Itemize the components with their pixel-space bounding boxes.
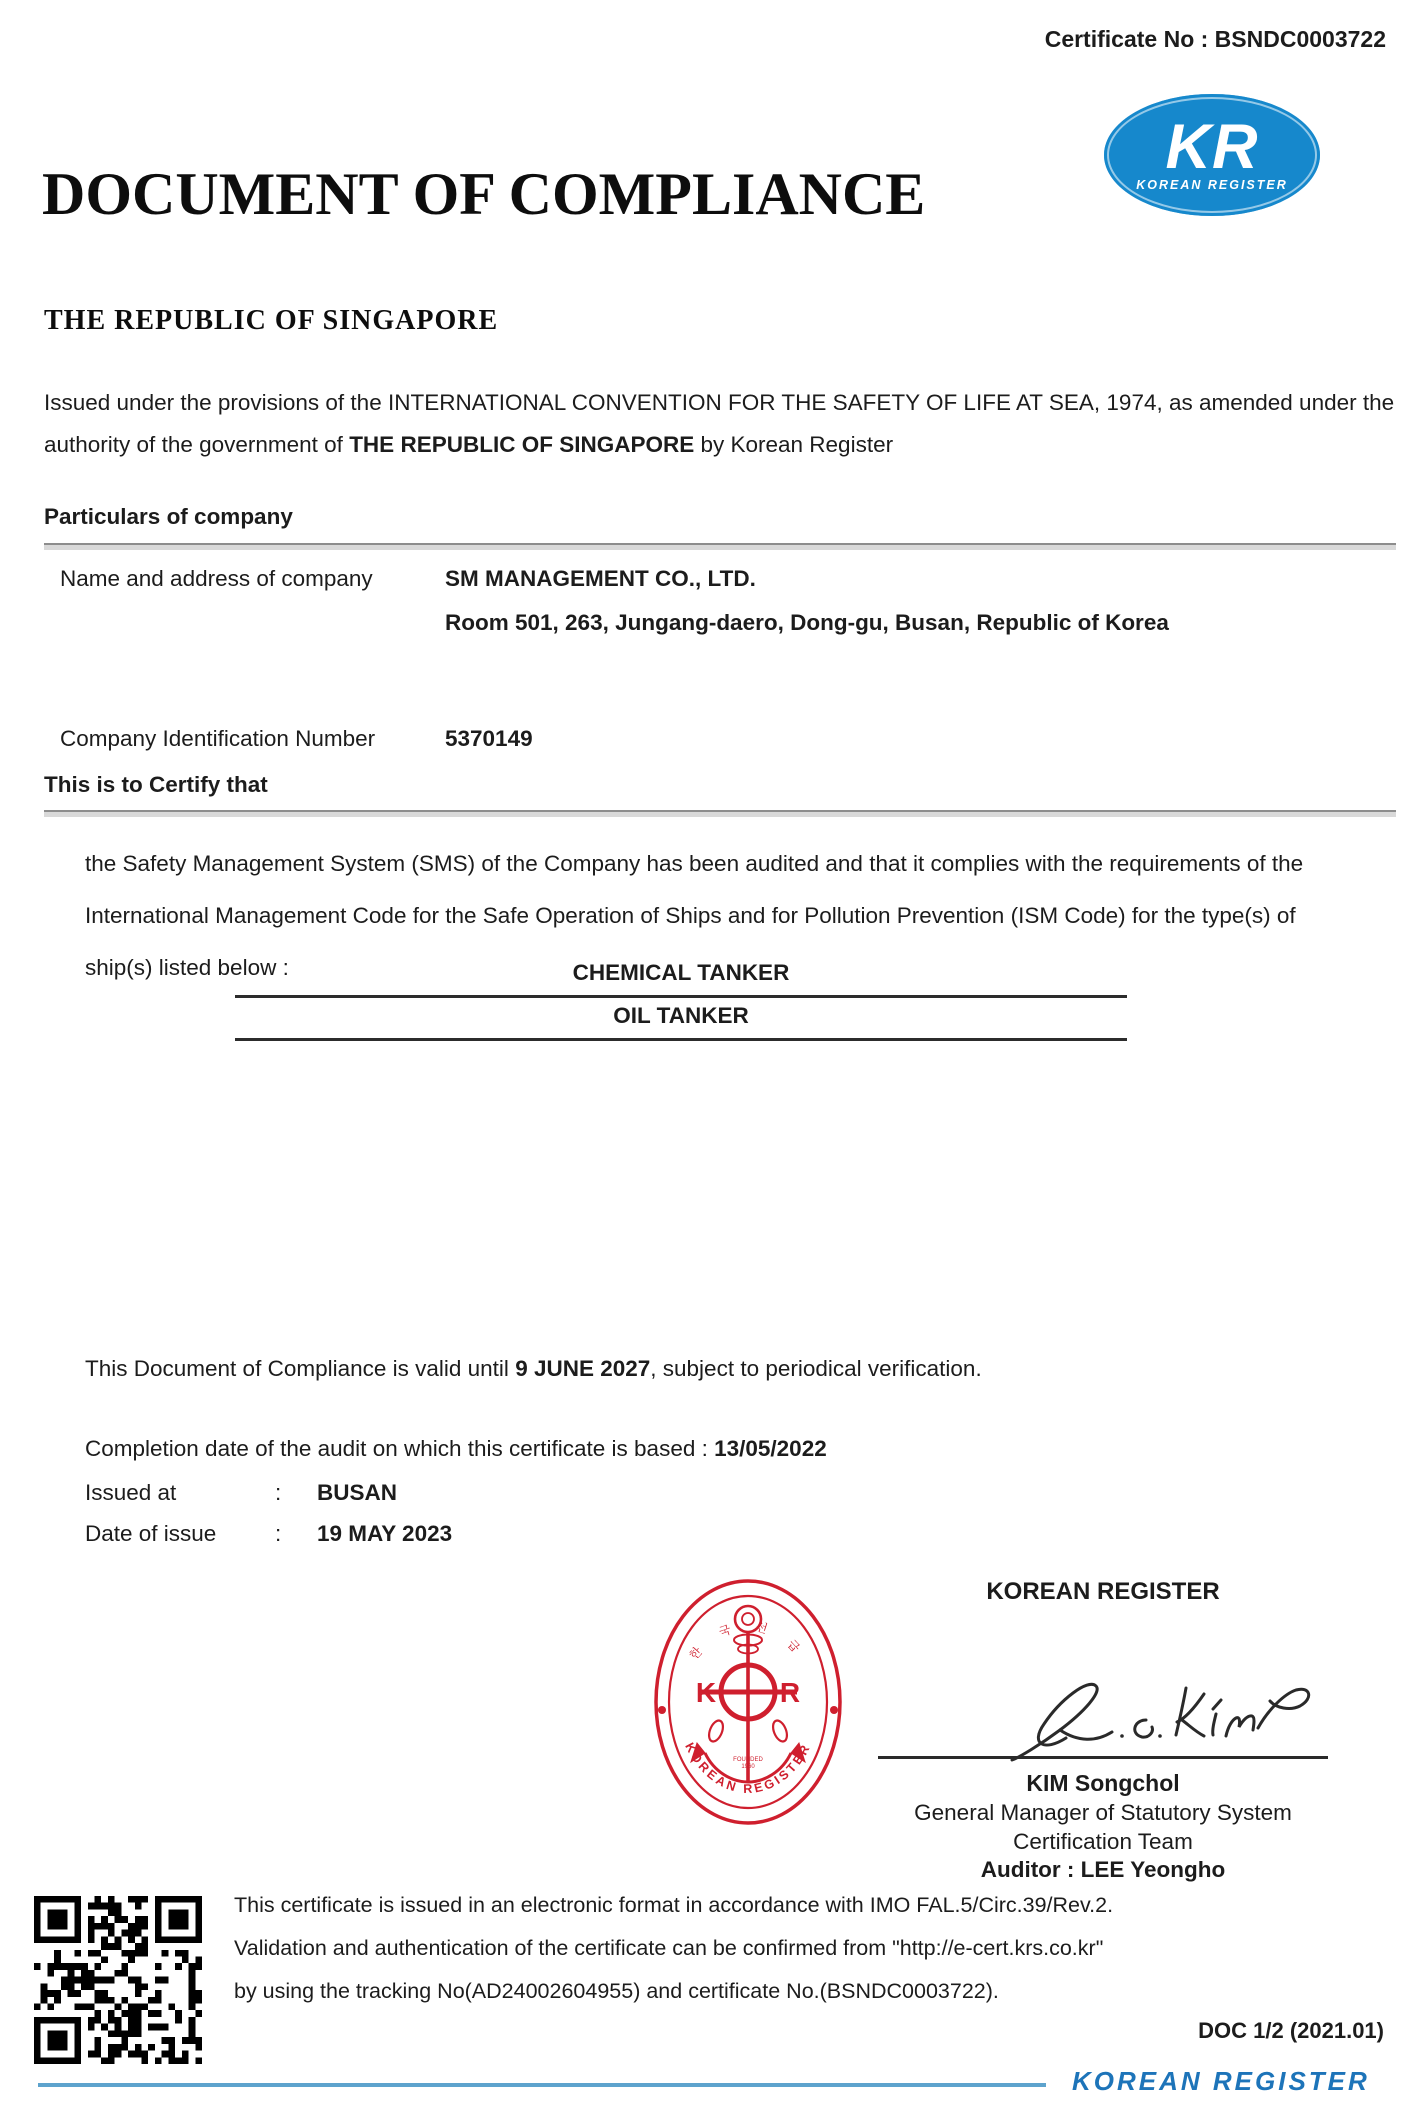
- company-id-value: 5370149: [445, 726, 533, 751]
- company-name-value: SM MANAGEMENT CO., LTD.: [445, 566, 756, 591]
- page-title: DOCUMENT OF COMPLIANCE: [42, 161, 926, 227]
- footnote: [234, 1884, 1314, 2013]
- signature-line: [878, 1756, 1328, 1759]
- divider: [44, 543, 1396, 550]
- seal-founded-year: 1960: [741, 1764, 755, 1770]
- ship-type-list: [235, 958, 1127, 1044]
- company-id-label: Company Identification Number: [60, 726, 376, 751]
- date-of-issue-value: 19 MAY 2023: [317, 1521, 453, 1546]
- seal-letter-k: K: [695, 1677, 717, 1708]
- validity-date: 9 JUNE 2027: [515, 1356, 651, 1381]
- qr-modules: [34, 1896, 202, 2064]
- footnote-line: by using the tracking No(AD24002604955) and certificate No.(BSNDC0003722).: [234, 1979, 999, 2003]
- divider: [44, 810, 1396, 817]
- particulars-heading: Particulars of company: [44, 504, 293, 529]
- signer-name: KIM Songchol: [1026, 1770, 1180, 1796]
- ship-type-item: CHEMICAL TANKER: [235, 958, 1127, 998]
- validity-paragraph: [85, 1348, 1365, 1390]
- seal-top-text: 한 국 선 급: [686, 1619, 810, 1663]
- kr-logo: [1104, 94, 1320, 216]
- certify-heading: This is to Certify that: [44, 772, 268, 797]
- issued-under-pre: Issued under the provisions of the INTERNATIONAL CONVENTION FOR THE SAFETY OF LIFE AT SEA, 1974, as amended under the authority of the government of: [44, 390, 1395, 457]
- kr-logo-name: KOREAN REGISTER: [1136, 178, 1288, 192]
- issued-under-post: by Korean Register: [694, 432, 894, 457]
- doc-form-reference: DOC 1/2 (2021.01): [1198, 2018, 1384, 2043]
- date-of-issue-label: Date of issue: [85, 1521, 217, 1546]
- signature-org: KOREAN REGISTER: [986, 1578, 1220, 1605]
- seal-founded-text: FOUNDED: [733, 1757, 763, 1763]
- certificate-number: Certificate No : BSNDC0003722: [1044, 26, 1386, 52]
- issued-at-label: Issued at: [85, 1480, 177, 1505]
- issued-under-bold: THE REPUBLIC OF SINGAPORE: [349, 432, 695, 457]
- certify-body: the Safety Management System (SMS) of the Company has been audited and that it complies with the requirements of the International Management Code for the Safe Operation of Ships and for Pollution Prevention (ISM Code) for the type(s) of ship(s) listed below :: [85, 851, 1304, 980]
- flag-state-title: THE REPUBLIC OF SINGAPORE: [44, 305, 499, 336]
- footer-brand: KOREAN REGISTER: [1072, 2066, 1370, 2096]
- validity-post: , subject to periodical verification.: [650, 1356, 982, 1381]
- signer-role-line1: General Manager of Statutory System: [914, 1800, 1292, 1825]
- seal-letter-r: R: [779, 1677, 801, 1708]
- issued-at-row: [85, 1480, 785, 1506]
- date-of-issue-row: [85, 1521, 785, 1547]
- footnote-line: Validation and authentication of the certificate can be confirmed from "http://e-cert.krs.co.kr": [234, 1936, 1104, 1960]
- issued-under-paragraph: [44, 382, 1396, 466]
- footnote-line: This certificate is issued in an electronic format in accordance with IMO FAL.5/Circ.39/Rev.2.: [234, 1893, 1114, 1917]
- qr-code: [34, 1896, 202, 2064]
- issued-at-value: BUSAN: [317, 1480, 398, 1505]
- colon: :: [275, 1521, 282, 1546]
- colon: :: [275, 1480, 282, 1505]
- signer-role-line2: Certification Team: [1013, 1829, 1193, 1854]
- seal-ring-text: KOREAN REGISTER: [682, 1740, 814, 1797]
- kr-logo-monogram: KR: [1165, 112, 1259, 182]
- company-name-label: Name and address of company: [60, 566, 373, 591]
- completion-paragraph: [85, 1428, 1365, 1470]
- ship-type-item: OIL TANKER: [235, 1001, 1127, 1041]
- company-address-value: Room 501, 263, Jungang-daero, Dong-gu, Busan, Republic of Korea: [445, 610, 1169, 635]
- footer-rule: [38, 2083, 1046, 2087]
- completion-date: 13/05/2022: [714, 1436, 827, 1461]
- validity-pre: This Document of Compliance is valid until: [85, 1356, 516, 1381]
- completion-label: Completion date of the audit on which this certificate is based :: [85, 1436, 715, 1461]
- auditor-name: Auditor : LEE Yeongho: [980, 1857, 1226, 1882]
- korean-register-seal: [650, 1576, 846, 1828]
